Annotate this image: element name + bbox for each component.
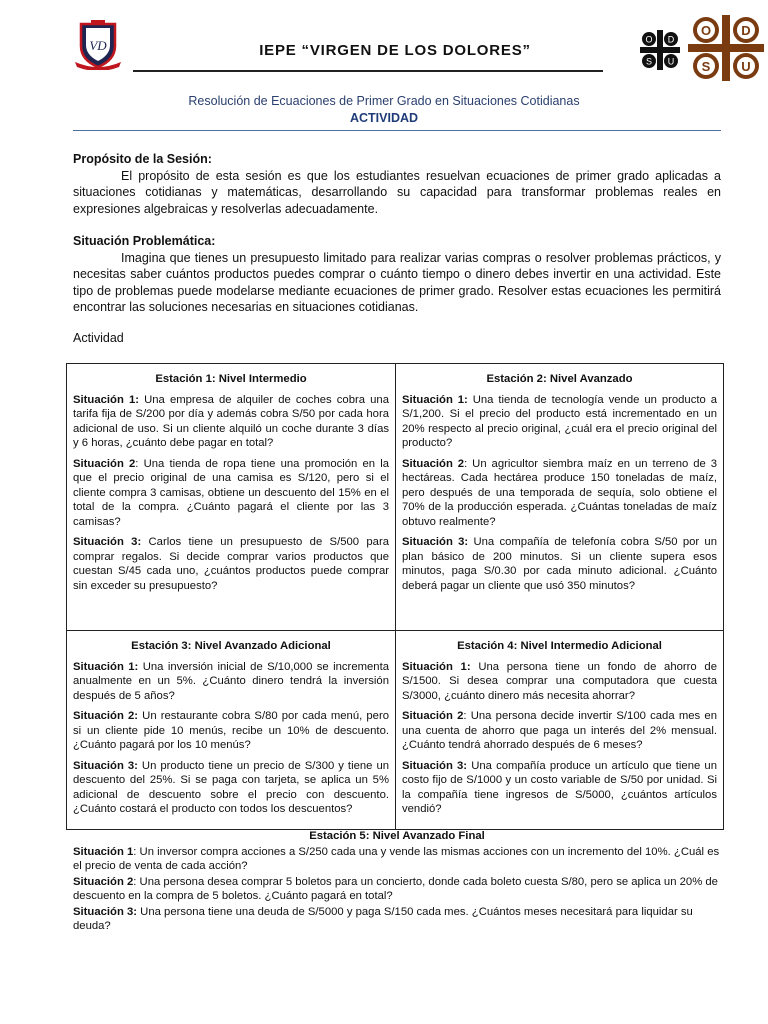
situation-text: : Una tienda de ropa tiene una promoción en la que el precio original de una camisa es S/120, pero si el cliente compra 3 camisas, obtiene un descuento del 15% en el total de la compra. ¿Cuánto pagará el cliente por las 3 camisas? <box>73 457 390 528</box>
situation-label: Situación 2 <box>73 875 134 888</box>
situation-label: Situación 1: <box>73 660 139 673</box>
station-5-section <box>73 829 721 935</box>
purpose-text: El propósito de esta sesión es que los estudiantes resuelvan ecuaciones de primer grado aplicadas a situaciones cotidianas y matemáticas, desarrollando su capacidad para transformar problemas reales en expresiones algebraicas y resolverlas adecuadamente. <box>73 168 721 216</box>
purpose-section <box>73 151 721 217</box>
situation-item <box>73 457 389 530</box>
situation-label: Situación 2 <box>73 457 136 470</box>
situation-item <box>402 709 717 753</box>
situation-text: Carlos tiene un presupuesto de S/500 para comprar regalos. Si decide comprar varios productos que cuestan S/45 cada uno, ¿cuántos productos puede comprar sin exceder su presupuesto? <box>73 536 389 592</box>
purpose-heading: Propósito de la Sesión: <box>73 152 212 166</box>
situation-label: Situación 2 <box>402 457 465 470</box>
situation-label: Situación 3: <box>402 759 468 772</box>
station-title: Estación 5: Nivel Avanzado Final <box>309 830 485 842</box>
situation-item <box>402 535 717 593</box>
station-2-cell <box>396 364 723 599</box>
situation-label: Situación 3: <box>73 759 138 772</box>
situation-label: Situación 1: <box>402 393 468 406</box>
situation-label: Situación 1: <box>73 393 139 406</box>
station-title: Estación 2: Nivel Avanzado <box>486 373 633 385</box>
title-rule <box>73 130 721 131</box>
big-logo-letter-o: O <box>700 23 712 38</box>
stations-table <box>66 363 724 830</box>
situation-text: : Una persona decide invertir S/100 cada mes en una cuenta de ahorro que paga un interés del 2% mensual. ¿Cuánto tendrá ahorrado después de 6 meses? <box>402 710 717 751</box>
situation-text: : Un inversor compra acciones a S/250 cada una y vende las mismas acciones con un incremento del 10%. ¿Cuál es el precio de venta de cada acción? <box>73 845 720 872</box>
station-title: Estación 3: Nivel Avanzado Adicional <box>131 640 331 652</box>
big-logo-letter-d: D <box>741 23 751 38</box>
situation-item <box>73 875 721 904</box>
station-1-cell <box>67 364 395 599</box>
situation-label: Situación 3: <box>73 536 142 548</box>
school-crest-icon <box>73 20 123 70</box>
document-title: Resolución de Ecuaciones de Primer Grado en Situaciones Cotidianas <box>188 94 580 108</box>
logo-letter-d: D <box>667 34 675 45</box>
problem-heading: Situación Problemática: <box>73 234 216 248</box>
situation-item <box>73 393 389 451</box>
small-cross-logo-icon <box>638 28 682 72</box>
problem-section <box>73 233 721 316</box>
school-name: IEPE “VIRGEN DE LOS DOLORES” <box>259 42 531 59</box>
situation-label: Situación 1 <box>73 845 134 858</box>
situation-text: Una persona tiene una deuda de S/5000 y paga S/150 cada mes. ¿Cuántos meses necesitará para liquidar su deuda? <box>73 905 693 932</box>
situation-label: Situación 3: <box>73 905 138 918</box>
situation-text: Un producto tiene un precio de S/300 y tiene un descuento del 25%. Si se paga con tarjeta, se aplica un 5% adicional de descuento sobre el precio con descuento. ¿Cuánto costará el producto con todos los descuentos? <box>73 759 390 815</box>
situation-label: Situación 2 <box>402 710 464 722</box>
situation-text: Una tienda de tecnología vende un producto a S/1,200. Si el precio del producto está incrementado en un 20% respecto al precio original, ¿cuál era el precio original del producto? <box>402 393 717 449</box>
situation-text: Una inversión inicial de S/10,000 se incrementa anualmente en un 5%. ¿Cuánto dinero tendrá la inversión después de 5 años? <box>73 660 390 702</box>
situation-item <box>402 660 717 704</box>
station-title: Estación 4: Nivel Intermedio Adicional <box>457 640 662 652</box>
activity-label: Actividad <box>73 331 124 345</box>
problem-text: Imagina que tienes un presupuesto limitado para realizar varias compras o resolver problemas prácticos, y necesitas saber cuántos productos puedes comprar o cuánto tiempo o dinero debes invertir en una actividad. Este tipo de problemas puede modelarse mediante ecuaciones de primer grado. Resolver estas ecuaciones les permitirá encontrar las soluciones necesarias en situaciones cotidianas. <box>73 250 721 314</box>
situation-label: Situación 1: <box>402 660 471 673</box>
station-4-cell <box>396 631 723 823</box>
situation-label: Situación 3: <box>402 536 469 548</box>
situation-item <box>73 759 389 817</box>
big-logo-letter-s: S <box>701 59 711 74</box>
situation-item <box>73 535 389 593</box>
situation-item <box>402 457 717 530</box>
big-logo-letter-u: U <box>741 59 751 74</box>
situation-item <box>402 759 717 817</box>
situation-text: Un restaurante cobra S/80 por cada menú, pero si un cliente pide 10 menús, recibe un 10% de descuento. ¿Cuánto pagará por los 10 menús? <box>73 710 390 751</box>
situation-item <box>73 845 721 874</box>
situation-text: Una empresa de alquiler de coches cobra una tarifa fija de S/200 por día y además cobra S/50 por cada hora adicional de uso. Si un cliente alquiló un coche durante 3 días y 6 horas, ¿cuánto debe pagar en total? <box>73 393 389 449</box>
situation-item <box>402 393 717 451</box>
header-rule <box>133 70 603 72</box>
situation-text: : Un agricultor siembra maíz en un terreno de 3 hectáreas. Cada hectárea produce 150 toneladas de maíz, pero después de una temporada de sequía, solo obtiene el 70% de la producción esperada. ¿Cuántas toneladas de maíz obtuvo realmente? <box>402 457 717 528</box>
situation-text: Una compañía produce un artículo que tiene un costo fijo de S/1000 y un costo variable de S/50 por unidad. Si la compañía tiene ingresos de S/5000, ¿cuántos artículos vendió? <box>402 759 717 815</box>
situation-item <box>73 905 721 934</box>
logo-letter-s: S <box>645 56 653 67</box>
situation-text: Una persona tiene un fondo de ahorro de S/1500. Si desea comprar una computadora que cuesta S/3000, ¿cuánto dinero más necesita ahorrar? <box>402 660 717 702</box>
large-cross-logo-icon <box>688 15 764 81</box>
situation-text: Una compañía de telefonía cobra S/50 por un plan básico de 200 minutos. Si un cliente supera esos minutos, paga S/0.30 por cada minuto adicional. ¿Cuánto deberá pagar un cliente que usó 350 minutos? <box>402 536 717 592</box>
crest-initials: VD <box>89 38 107 53</box>
logo-letter-u: U <box>667 56 675 67</box>
situation-label: Situación 2: <box>73 710 139 722</box>
situation-item <box>73 709 389 753</box>
situation-text: : Una persona desea comprar 5 boletos para un concierto, donde cada boleto cuesta S/80, pero se aplica un 20% de descuento en la compra de 5 boletos. ¿Cuánto pagará en total? <box>73 875 718 902</box>
station-3-cell <box>67 631 395 823</box>
document-subtitle: ACTIVIDAD <box>349 111 419 125</box>
situation-item <box>73 660 389 704</box>
logo-letter-o: O <box>645 34 653 45</box>
station-title: Estación 1: Nivel Intermedio <box>155 373 307 385</box>
